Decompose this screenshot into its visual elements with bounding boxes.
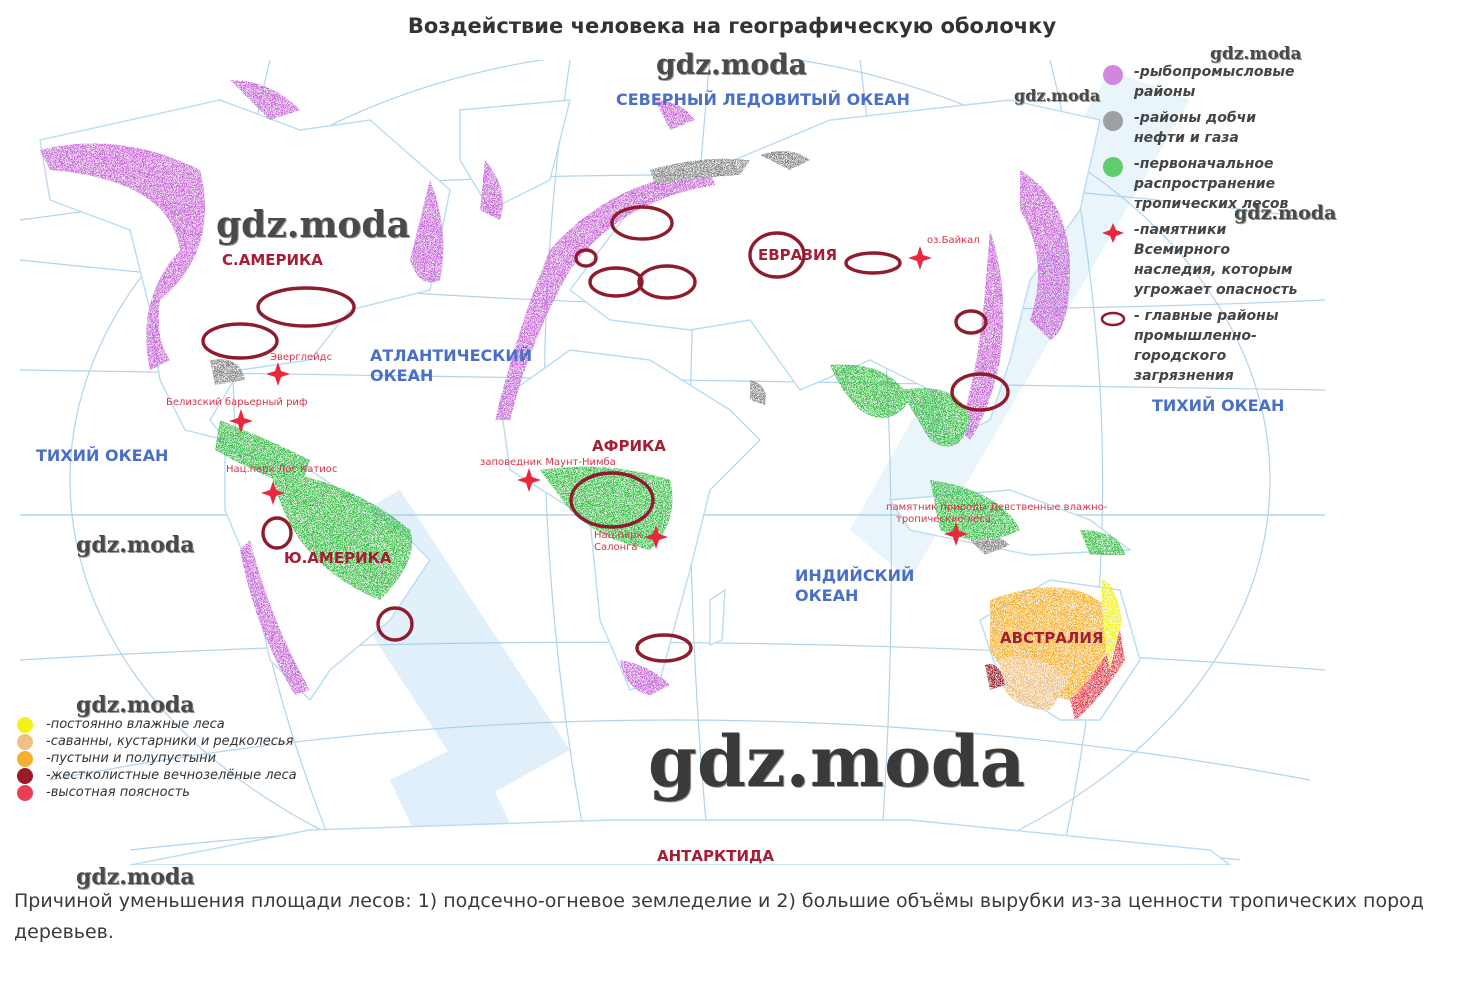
watermark-3: gdz.moda — [1014, 86, 1101, 105]
north-america-label: С.АМЕРИКА — [222, 251, 323, 269]
legend-fishing-text: -рыбопромысловые районы — [1134, 64, 1295, 100]
legend-left — [16, 716, 316, 801]
fishing-swatch-icon — [1100, 64, 1126, 86]
south-america-label: Ю.АМЕРИКА — [284, 549, 392, 567]
salonga-label-2: Салонга — [594, 542, 638, 553]
legend-pollution — [1098, 306, 1298, 386]
eurasia-label: ЕВРАЗИЯ — [758, 246, 838, 264]
tropical-forest-site-label-1: памятник природы Девственные влажно- — [886, 502, 1108, 513]
legend-altitude — [16, 784, 316, 801]
legend-altitude-text: -высотная поясность — [46, 785, 190, 800]
sclerophyll-swatch-icon — [16, 767, 42, 785]
legend-heritage-text: -памятники Всемирного наследия, которым угрожает опасность — [1134, 222, 1298, 298]
arctic-ocean-label: СЕВЕРНЫЙ ЛЕДОВИТЫЙ ОКЕАН — [616, 90, 910, 109]
legend-sclerophyll-text: -жестколистные вечнозелёные леса — [46, 768, 297, 783]
altitude-swatch-icon — [16, 784, 42, 802]
watermark-2: gdz.moda — [1210, 44, 1302, 64]
madagascar-shape — [710, 590, 725, 645]
legend-heritage — [1098, 220, 1298, 300]
watermark-1: gdz.moda — [656, 48, 807, 81]
pacific-ocean-label-west: ТИХИЙ ОКЕАН — [36, 446, 169, 465]
watermark-4: gdz.moda — [216, 204, 410, 246]
belize-reef-label: Белизский барьерный риф — [166, 397, 308, 408]
watermark-7: gdz.moda — [76, 692, 195, 718]
atlantic-ocean-label-1: АТЛАНТИЧЕСКИЙ — [370, 346, 533, 365]
legend-right — [1098, 62, 1298, 392]
oil-gas-swatch-icon — [1100, 110, 1126, 132]
australia-label: АВСТРАЛИЯ — [1000, 629, 1104, 647]
watermark-8: gdz.moda — [648, 720, 1026, 803]
watermark-5: gdz.moda — [1234, 202, 1337, 224]
legend-deserts — [16, 750, 316, 767]
salonga-label-1: Нац.парк — [594, 530, 643, 541]
legend-oil-gas-text: -районы добчи нефти и газа — [1134, 110, 1257, 146]
baikal-label: оз.Байкал — [927, 235, 980, 246]
footer-text: Причиной уменьшения площади лесов: 1) подсечно-огневое земледелие и 2) большие объёмы вырубки из-за ценности тропических пород деревьев. — [14, 890, 1424, 943]
watermark-6: gdz.moda — [76, 532, 195, 558]
legend-oil-gas — [1098, 108, 1298, 148]
savanna-swatch-icon — [16, 733, 42, 751]
legend-tropical-forests-text: -первоначальное распространение тропических лесов — [1134, 156, 1289, 212]
legend-pollution-text: - главные районы промышленно-городского загрязнения — [1134, 308, 1279, 384]
mount-nimba-label: заповедник Маунт-Нимба — [480, 457, 616, 468]
wet-forest-swatch-icon — [16, 716, 42, 734]
everglades-label: Эверглейдс — [270, 352, 333, 363]
africa-label: АФРИКА — [592, 437, 666, 455]
desert-swatch-icon — [16, 750, 42, 768]
tropical-forest-site-label-2: тропические леса — [896, 514, 991, 525]
katios-label: Нац.парк Лос Катиос — [226, 464, 338, 475]
tropical-forest-swatch-icon — [1100, 156, 1126, 178]
legend-fishing — [1098, 62, 1298, 102]
map-title: Воздействие человека на географическую оболочку — [407, 14, 1057, 38]
watermark-9: gdz.moda — [76, 864, 195, 890]
legend-wet-forests-text: -постоянно влажные леса — [46, 717, 225, 732]
legend-savannas-text: -саванны, кустарники и редколесья — [46, 734, 294, 749]
pollution-ellipse-icon — [1100, 308, 1126, 330]
antarctica-label: АНТАРКТИДА — [657, 847, 775, 865]
indian-ocean-label-1: ИНДИЙСКИЙ — [795, 566, 915, 585]
atlantic-ocean-label-2: ОКЕАН — [370, 366, 434, 385]
legend-deserts-text: -пустыни и полупустыни — [46, 751, 217, 766]
pacific-ocean-label-east: ТИХИЙ ОКЕАН — [1152, 396, 1285, 415]
legend-sclerophyll — [16, 767, 316, 784]
heritage-star-icon — [1100, 222, 1126, 244]
indian-ocean-label-2: ОКЕАН — [795, 586, 859, 605]
legend-savannas — [16, 733, 316, 750]
legend-wet-forests — [16, 716, 316, 733]
